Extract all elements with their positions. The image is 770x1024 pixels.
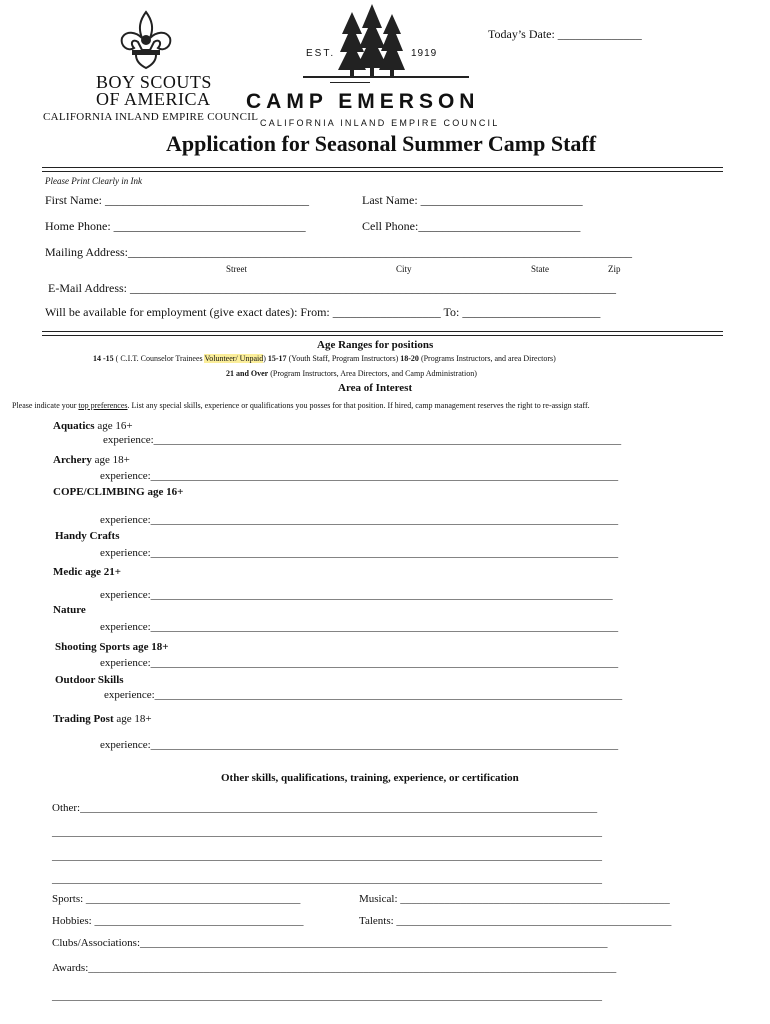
first-name-field[interactable]: First Name: __________________________________ bbox=[45, 193, 309, 207]
availability-field[interactable]: Will be available for employment (give exact dates): From: __________________ To: _______________________ bbox=[45, 305, 601, 319]
other-skills-heading: Other skills, qualifications, training, experience, or certification bbox=[221, 772, 519, 784]
area-name: Trading Post bbox=[53, 713, 114, 725]
city-caption: City bbox=[396, 264, 412, 274]
bsa-name-line-1: BOY SCOUTS bbox=[96, 72, 212, 92]
bsa-fleur-de-lis-logo bbox=[118, 10, 174, 70]
hobbies-field[interactable]: Hobbies: ______________________________________ bbox=[52, 915, 304, 927]
aquatics-experience-field[interactable]: experience:_____________________________________________________________________________________ bbox=[103, 434, 622, 446]
bsa-council: CALIFORNIA INLAND EMPIRE COUNCIL bbox=[43, 111, 259, 123]
camp-trees-logo bbox=[332, 4, 412, 84]
age-range-15-17-desc: (Youth Staff, Program Instructors) bbox=[286, 354, 401, 363]
instructions-part-2: . List any special skills, experience or qualifications you posses for that position. If hired, camp management reserves the right to re-assign staff. bbox=[127, 401, 590, 410]
bsa-name-line-2: OF AMERICA bbox=[96, 89, 211, 109]
awards-line-2[interactable]: ____________________________________________________________________________________________________ bbox=[52, 990, 602, 1002]
print-note: Please Print Clearly in Ink bbox=[45, 176, 142, 186]
camp-logo-rule bbox=[303, 76, 469, 78]
area-name: Shooting Sports bbox=[55, 641, 130, 653]
other-line-2[interactable]: ____________________________________________________________________________________________________ bbox=[52, 826, 602, 838]
other-field[interactable]: Other:______________________________________________________________________________________________ bbox=[52, 802, 598, 814]
area-age: age 21+ bbox=[82, 566, 121, 578]
camp-council: CALIFORNIA INLAND EMPIRE COUNCIL bbox=[260, 118, 500, 128]
area-name: COPE/CLIMBING bbox=[53, 486, 145, 498]
interest-instructions bbox=[12, 401, 590, 410]
age-ranges-heading: Age Ranges for positions bbox=[317, 339, 434, 351]
camp-name: CAMP EMERSON bbox=[246, 90, 480, 113]
cope-experience-field[interactable]: experience:_____________________________________________________________________________________ bbox=[100, 514, 619, 526]
area-medic bbox=[53, 566, 121, 578]
clubs-associations-field[interactable]: Clubs/Associations:_____________________________________________________________________________________ bbox=[52, 937, 608, 949]
camp-logo-rule-small bbox=[330, 82, 370, 83]
email-field[interactable]: E-Mail Address: _________________________________________________________________________________ bbox=[48, 281, 616, 295]
area-age: age 18+ bbox=[129, 641, 169, 653]
age-range-14-15-close: ) bbox=[263, 354, 268, 363]
state-caption: State bbox=[531, 264, 549, 274]
area-age: age 18+ bbox=[91, 454, 130, 466]
trading-post-experience-field[interactable]: experience:_____________________________________________________________________________________ bbox=[100, 739, 619, 751]
area-name: Aquatics bbox=[53, 420, 95, 432]
mailing-address-field[interactable]: Mailing Address:____________________________________________________________________________________ bbox=[45, 245, 632, 259]
area-cope-climbing bbox=[53, 486, 183, 498]
archery-experience-field[interactable]: experience:_____________________________________________________________________________________ bbox=[100, 470, 619, 482]
area-nature bbox=[53, 604, 86, 616]
area-age: age 18+ bbox=[113, 713, 152, 725]
area-trading-post bbox=[53, 713, 152, 725]
awards-field[interactable]: Awards:________________________________________________________________________________________________ bbox=[52, 962, 617, 974]
talents-field[interactable]: Talents: __________________________________________________ bbox=[359, 915, 672, 927]
camp-year: 1919 bbox=[411, 48, 438, 59]
sports-field[interactable]: Sports: _______________________________________ bbox=[52, 893, 301, 905]
shooting-sports-experience-field[interactable]: experience:_____________________________________________________________________________________ bbox=[100, 657, 619, 669]
top-preferences-text: top preferences bbox=[78, 401, 128, 410]
age-range-18-20: 18-20 bbox=[400, 354, 419, 363]
age-range-18-20-desc: (Programs Instructors, and area Directors) bbox=[418, 354, 556, 363]
home-phone-field[interactable]: Home Phone: ________________________________ bbox=[45, 219, 306, 233]
musical-field[interactable]: Musical: _________________________________________________ bbox=[359, 893, 670, 905]
street-caption: Street bbox=[226, 264, 247, 274]
cell-phone-field[interactable]: Cell Phone:___________________________ bbox=[362, 219, 581, 233]
area-name: Archery bbox=[53, 454, 92, 466]
area-handy-crafts bbox=[55, 530, 119, 542]
outdoor-skills-experience-field[interactable]: experience:_____________________________________________________________________________________ bbox=[104, 689, 623, 701]
title-divider bbox=[42, 167, 723, 172]
age-range-14-15-desc: ( C.I.T. Counselor Trainees bbox=[113, 354, 205, 363]
area-age: age 16+ bbox=[94, 420, 133, 432]
instructions-part-1: Please indicate your bbox=[12, 401, 79, 410]
area-name: Medic bbox=[53, 566, 83, 578]
nature-experience-field[interactable]: experience:_____________________________________________________________________________________ bbox=[100, 621, 619, 633]
area-name: Handy Crafts bbox=[55, 530, 120, 542]
age-ranges-line-1 bbox=[93, 354, 556, 363]
area-archery bbox=[53, 454, 130, 466]
age-range-21-over-desc: (Program Instructors, Area Directors, and Camp Administration) bbox=[268, 369, 477, 378]
personal-divider bbox=[42, 331, 723, 336]
area-age: age 16+ bbox=[144, 486, 184, 498]
area-of-interest-heading: Area of Interest bbox=[338, 382, 413, 394]
handy-crafts-experience-field[interactable]: experience:_____________________________________________________________________________________ bbox=[100, 547, 619, 559]
medic-experience-field[interactable]: experience:____________________________________________________________________________________ bbox=[100, 589, 613, 601]
age-range-14-15: 14 -15 bbox=[93, 354, 114, 363]
other-line-3[interactable]: ____________________________________________________________________________________________________ bbox=[52, 850, 602, 862]
camp-est: EST. bbox=[306, 48, 336, 59]
last-name-field[interactable]: Last Name: ___________________________ bbox=[362, 193, 583, 207]
volunteer-highlight: Volunteer/ Unpaid bbox=[204, 354, 264, 363]
age-range-21-over: 21 and Over bbox=[226, 369, 269, 378]
area-aquatics bbox=[53, 420, 133, 432]
todays-date-field[interactable]: Today’s Date: ______________ bbox=[488, 27, 642, 41]
page-title: Application for Seasonal Summer Camp Staff bbox=[166, 131, 597, 156]
area-name: Nature bbox=[53, 604, 86, 616]
other-line-4[interactable]: ____________________________________________________________________________________________________ bbox=[52, 873, 602, 885]
area-name: Outdoor Skills bbox=[55, 674, 124, 686]
area-shooting-sports bbox=[55, 641, 169, 653]
zip-caption: Zip bbox=[608, 264, 621, 274]
age-ranges-line-2 bbox=[226, 369, 477, 378]
area-outdoor-skills bbox=[55, 674, 124, 686]
age-range-15-17: 15-17 bbox=[267, 354, 287, 363]
